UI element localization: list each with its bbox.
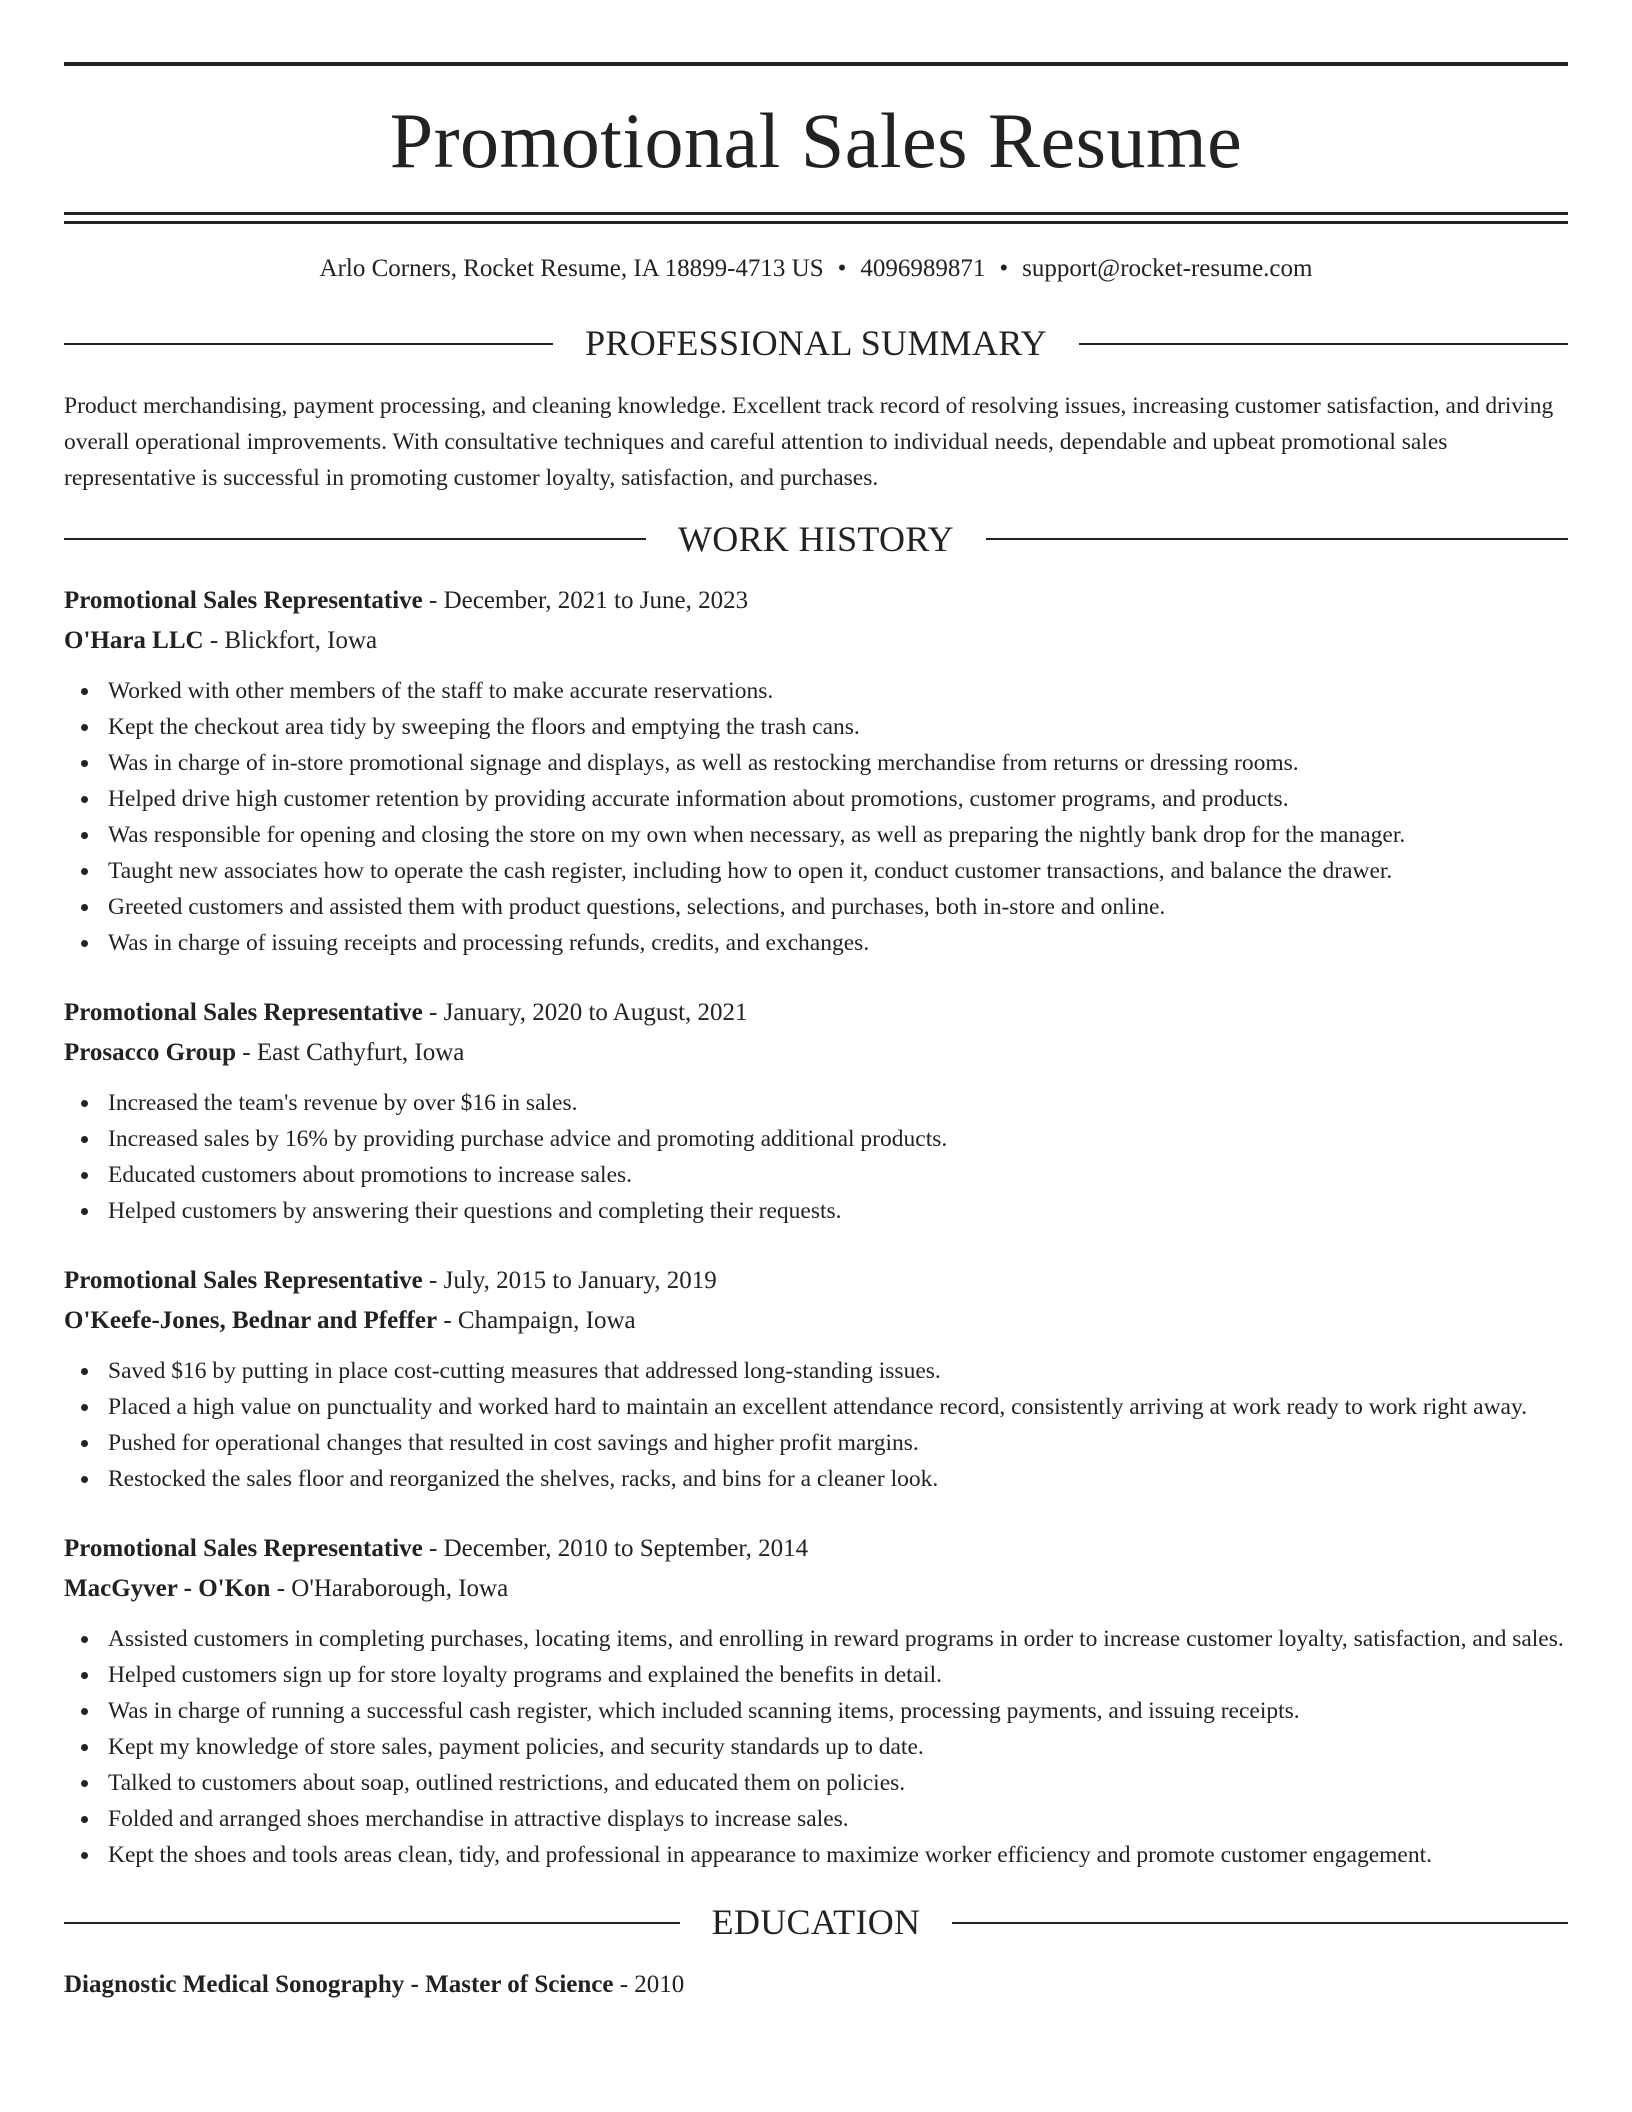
education-entry bbox=[64, 1965, 1568, 2005]
title-double-rule bbox=[64, 212, 1568, 224]
job-company-line bbox=[64, 621, 1568, 661]
job-company-line bbox=[64, 1569, 1568, 1609]
job-title: Promotional Sales Representative bbox=[64, 1267, 423, 1295]
work-history-list bbox=[64, 581, 1568, 1873]
contact-email: support@rocket-resume.com bbox=[1022, 255, 1313, 282]
bullet-item: Helped customers by answering their questions and completing their requests. bbox=[64, 1193, 1568, 1229]
job-dates: - December, 2021 to June, 2023 bbox=[422, 587, 749, 615]
job-location: - East Cathyfurt, Iowa bbox=[236, 1039, 465, 1067]
job-company: O'Keefe-Jones, Bednar and Pfeffer bbox=[64, 1307, 438, 1335]
job-title-line bbox=[64, 1261, 1568, 1301]
professional-summary: Product merchandising, payment processing, and cleaning knowledge. Excellent track record of resolving issues, increasing customer satisfaction, and driving overall operational improvements. With consultative techniques and careful attention to individual needs, dependable and upbeat promotional sales representative is successful in promoting customer loyalty, satisfaction, and purchases. bbox=[64, 392, 1554, 491]
resume-title: Promotional Sales Resume bbox=[389, 97, 1243, 184]
bullet-item: Was in charge of running a successful cash register, which included scanning items, processing payments, and issuing receipts. bbox=[64, 1693, 1568, 1729]
resume-page bbox=[0, 62, 1632, 2112]
bullet-item: Taught new associates how to operate the cash register, including how to open it, conduct customer transactions, and balance the drawer. bbox=[64, 853, 1568, 889]
contact-separator: • bbox=[999, 255, 1009, 282]
divider bbox=[952, 1922, 1568, 1924]
bullet-item: Restocked the sales floor and reorganized the shelves, racks, and bins for a cleaner look. bbox=[64, 1461, 1568, 1497]
contact-separator: • bbox=[837, 255, 847, 282]
bullet-item: Folded and arranged shoes merchandise in attractive displays to increase sales. bbox=[64, 1801, 1568, 1837]
job-bullets bbox=[64, 1353, 1568, 1497]
bullet-item: Talked to customers about soap, outlined restrictions, and educated them on policies. bbox=[64, 1765, 1568, 1801]
job-dates: - January, 2020 to August, 2021 bbox=[422, 999, 748, 1027]
divider bbox=[986, 538, 1568, 540]
education-degree: Diagnostic Medical Sonography - Master of Science bbox=[64, 1970, 614, 1998]
job-bullets bbox=[64, 1621, 1568, 1873]
job-title-line bbox=[64, 1529, 1568, 1569]
job-company: Prosacco Group bbox=[64, 1039, 236, 1067]
job-entry bbox=[64, 1261, 1568, 1497]
contact-line bbox=[64, 254, 1568, 284]
bullet-item: Pushed for operational changes that resulted in cost savings and higher profit margins. bbox=[64, 1425, 1568, 1461]
bullet-item: Kept the checkout area tidy by sweeping the floors and emptying the trash cans. bbox=[64, 709, 1568, 745]
bullet-item: Helped drive high customer retention by providing accurate information about promotions, customer programs, and products. bbox=[64, 781, 1568, 817]
job-title: Promotional Sales Representative bbox=[64, 587, 423, 615]
job-title: Promotional Sales Representative bbox=[64, 999, 423, 1027]
section-title: WORK HISTORY bbox=[678, 518, 954, 559]
job-company-line bbox=[64, 1301, 1568, 1341]
bullet-item: Increased the team's revenue by over $16 in sales. bbox=[64, 1085, 1568, 1121]
bullet-item: Greeted customers and assisted them with product questions, selections, and purchases, both in-store and online. bbox=[64, 889, 1568, 925]
section-title: EDUCATION bbox=[711, 1902, 921, 1943]
bullet-item: Was in charge of in-store promotional signage and displays, as well as restocking merchandise from returns or dressing rooms. bbox=[64, 745, 1568, 781]
job-company: O'Hara LLC bbox=[64, 627, 204, 655]
divider bbox=[1079, 343, 1568, 345]
education-year: - 2010 bbox=[613, 1970, 685, 1998]
bullet-item: Placed a high value on punctuality and worked hard to maintain an excellent attendance record, consistently arriving at work ready to work right away. bbox=[64, 1389, 1568, 1425]
divider bbox=[64, 343, 553, 345]
section-title: PROFESSIONAL SUMMARY bbox=[585, 323, 1047, 363]
summary-section-heading bbox=[64, 324, 1568, 364]
bullet-item: Helped customers sign up for store loyalty programs and explained the benefits in detail. bbox=[64, 1657, 1568, 1693]
divider bbox=[64, 538, 646, 540]
bullet-item: Increased sales by 16% by providing purchase advice and promoting additional products. bbox=[64, 1121, 1568, 1157]
job-title: Promotional Sales Representative bbox=[64, 1535, 423, 1563]
job-company-line bbox=[64, 1033, 1568, 1073]
bullet-item: Worked with other members of the staff to make accurate reservations. bbox=[64, 673, 1568, 709]
top-rule bbox=[64, 62, 1568, 66]
job-location: - O'Haraborough, Iowa bbox=[270, 1575, 509, 1603]
job-title-line bbox=[64, 581, 1568, 621]
job-entry bbox=[64, 581, 1568, 961]
bullet-item: Assisted customers in completing purchases, locating items, and enrolling in reward programs in order to increase customer loyalty, satisfaction, and sales. bbox=[64, 1621, 1568, 1657]
job-dates: - December, 2010 to September, 2014 bbox=[422, 1535, 809, 1563]
bullet-item: Was responsible for opening and closing the store on my own when necessary, as well as preparing the nightly bank drop for the manager. bbox=[64, 817, 1568, 853]
job-entry bbox=[64, 1529, 1568, 1873]
bullet-item: Was in charge of issuing receipts and processing refunds, credits, and exchanges. bbox=[64, 925, 1568, 961]
work-history-section-heading bbox=[64, 520, 1568, 560]
divider bbox=[64, 1922, 680, 1924]
job-bullets bbox=[64, 1085, 1568, 1229]
job-company: MacGyver - O'Kon bbox=[64, 1575, 271, 1603]
bullet-item: Educated customers about promotions to increase sales. bbox=[64, 1157, 1568, 1193]
job-dates: - July, 2015 to January, 2019 bbox=[422, 1267, 717, 1295]
contact-address: Arlo Corners, Rocket Resume, IA 18899-4713 US bbox=[319, 255, 824, 282]
job-bullets bbox=[64, 673, 1568, 961]
bullet-item: Saved $16 by putting in place cost-cutting measures that addressed long-standing issues. bbox=[64, 1353, 1568, 1389]
job-location: - Champaign, Iowa bbox=[437, 1307, 636, 1335]
job-title-line bbox=[64, 993, 1568, 1033]
education-section-heading bbox=[64, 1903, 1568, 1943]
bullet-item: Kept the shoes and tools areas clean, tidy, and professional in appearance to maximize worker efficiency and promote customer engagement. bbox=[64, 1837, 1568, 1873]
job-location: - Blickfort, Iowa bbox=[203, 627, 378, 655]
contact-phone: 4096989871 bbox=[860, 255, 986, 282]
bullet-item: Kept my knowledge of store sales, payment policies, and security standards up to date. bbox=[64, 1729, 1568, 1765]
education-list bbox=[64, 1965, 1568, 2005]
job-entry bbox=[64, 993, 1568, 1229]
